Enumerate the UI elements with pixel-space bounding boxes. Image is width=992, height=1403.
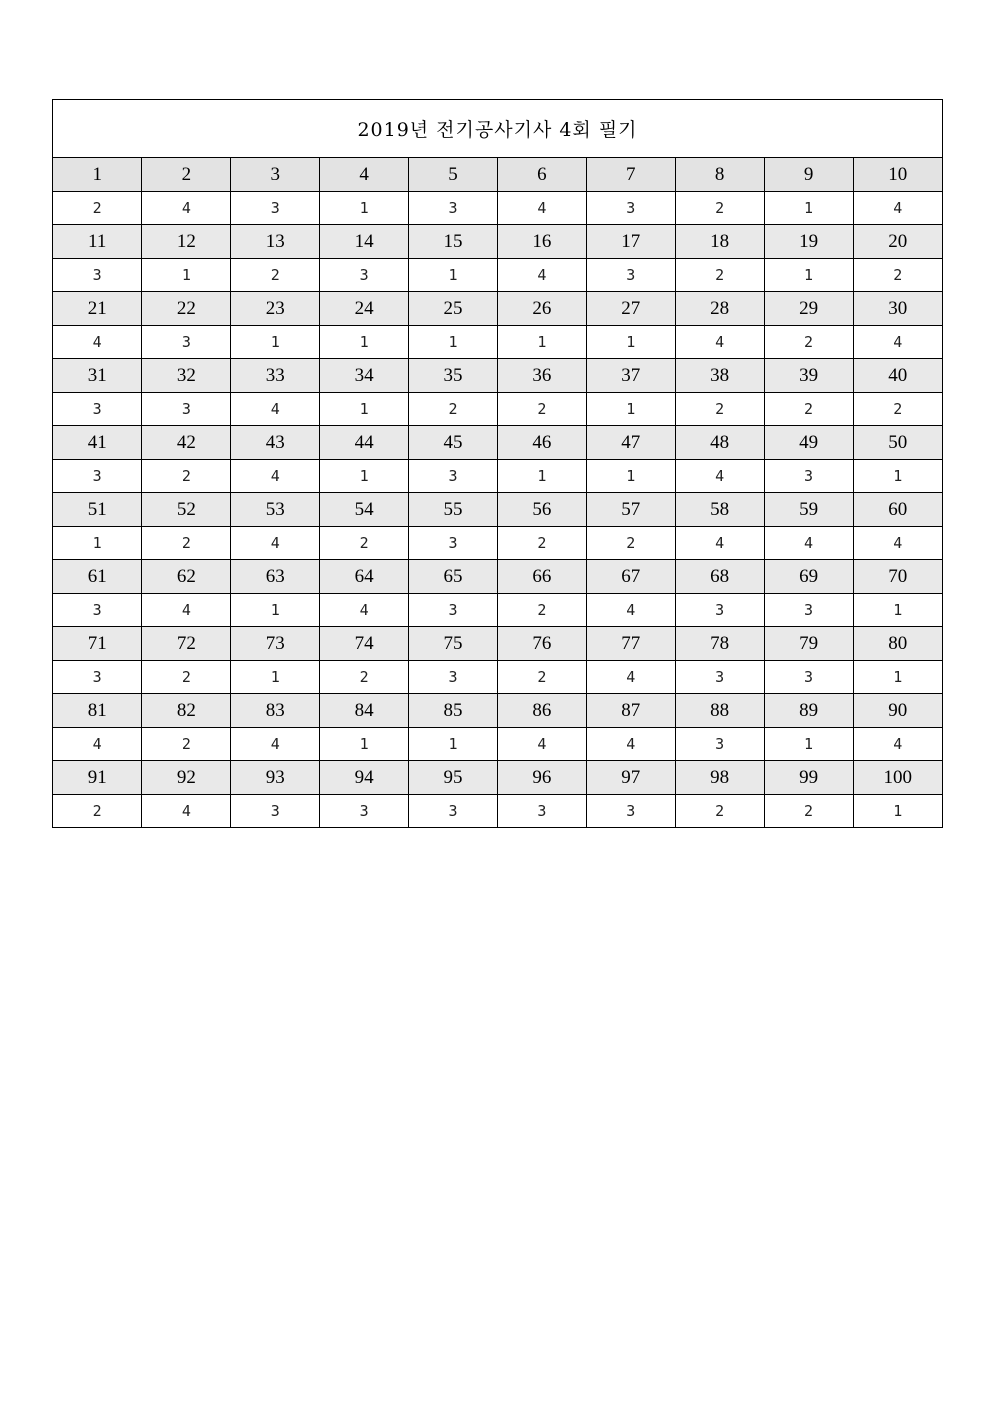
answer-cell: 3 — [142, 393, 231, 426]
question-number-cell: 33 — [231, 359, 320, 393]
answer-cell: 2 — [586, 527, 675, 560]
answer-cell: 2 — [142, 460, 231, 493]
question-number-cell: 68 — [675, 560, 764, 594]
question-number-cell: 45 — [409, 426, 498, 460]
question-number-cell: 76 — [497, 627, 586, 661]
answer-cell: 4 — [853, 192, 942, 225]
answer-cell: 3 — [53, 594, 142, 627]
question-number-cell: 43 — [231, 426, 320, 460]
question-number-cell: 53 — [231, 493, 320, 527]
question-number-cell: 9 — [764, 158, 853, 192]
answer-cell: 1 — [853, 795, 942, 828]
answer-cell: 4 — [853, 728, 942, 761]
question-number-cell: 95 — [409, 761, 498, 795]
question-number-cell: 55 — [409, 493, 498, 527]
question-number-cell: 17 — [586, 225, 675, 259]
question-number-cell: 81 — [53, 694, 142, 728]
answer-cell: 1 — [764, 728, 853, 761]
question-number-cell: 19 — [764, 225, 853, 259]
question-number-row — [53, 694, 942, 728]
answer-cell: 1 — [586, 460, 675, 493]
question-number-cell: 61 — [53, 560, 142, 594]
question-number-row — [53, 225, 942, 259]
question-number-cell: 59 — [764, 493, 853, 527]
question-number-cell: 84 — [320, 694, 409, 728]
question-number-cell: 100 — [853, 761, 942, 795]
answer-cell: 4 — [497, 259, 586, 292]
question-number-cell: 74 — [320, 627, 409, 661]
question-number-cell: 1 — [53, 158, 142, 192]
question-number-cell: 85 — [409, 694, 498, 728]
question-number-cell: 60 — [853, 493, 942, 527]
answer-cell: 4 — [231, 393, 320, 426]
answer-cell: 2 — [497, 661, 586, 694]
answer-cell: 1 — [320, 728, 409, 761]
answer-cell: 4 — [497, 728, 586, 761]
answer-cell: 1 — [409, 728, 498, 761]
question-number-row — [53, 292, 942, 326]
answer-cell: 4 — [142, 795, 231, 828]
question-number-cell: 49 — [764, 426, 853, 460]
question-number-cell: 87 — [586, 694, 675, 728]
answer-row — [53, 393, 942, 426]
answer-cell: 3 — [764, 661, 853, 694]
answer-row — [53, 594, 942, 627]
answer-cell: 1 — [320, 393, 409, 426]
question-number-cell: 10 — [853, 158, 942, 192]
answer-cell: 3 — [675, 594, 764, 627]
question-number-cell: 79 — [764, 627, 853, 661]
answer-cell: 1 — [53, 527, 142, 560]
answer-cell: 4 — [497, 192, 586, 225]
answer-cell: 1 — [586, 393, 675, 426]
sheet-title: 2019년 전기공사기사 4회 필기 — [53, 100, 942, 158]
answer-cell: 3 — [231, 795, 320, 828]
question-number-cell: 73 — [231, 627, 320, 661]
question-number-cell: 57 — [586, 493, 675, 527]
question-number-cell: 22 — [142, 292, 231, 326]
question-number-cell: 12 — [142, 225, 231, 259]
question-number-cell: 41 — [53, 426, 142, 460]
question-number-cell: 86 — [497, 694, 586, 728]
answer-cell: 2 — [675, 192, 764, 225]
answer-cell: 3 — [53, 393, 142, 426]
answer-cell: 3 — [586, 795, 675, 828]
answer-cell: 2 — [764, 795, 853, 828]
answer-cell: 3 — [675, 661, 764, 694]
question-number-cell: 90 — [853, 694, 942, 728]
answer-cell: 3 — [320, 795, 409, 828]
answer-cell: 3 — [53, 661, 142, 694]
question-number-cell: 94 — [320, 761, 409, 795]
question-number-cell: 66 — [497, 560, 586, 594]
question-number-cell: 71 — [53, 627, 142, 661]
question-number-cell: 36 — [497, 359, 586, 393]
question-number-cell: 38 — [675, 359, 764, 393]
answer-cell: 2 — [764, 326, 853, 359]
question-number-cell: 27 — [586, 292, 675, 326]
answer-cell: 1 — [764, 192, 853, 225]
answer-cell: 1 — [320, 326, 409, 359]
answer-cell: 4 — [675, 460, 764, 493]
question-number-cell: 4 — [320, 158, 409, 192]
question-number-cell: 77 — [586, 627, 675, 661]
answer-cell: 2 — [853, 259, 942, 292]
answer-cell: 4 — [764, 527, 853, 560]
question-number-cell: 65 — [409, 560, 498, 594]
answer-cell: 4 — [675, 527, 764, 560]
answer-cell: 1 — [231, 594, 320, 627]
question-number-cell: 8 — [675, 158, 764, 192]
answer-cell: 3 — [497, 795, 586, 828]
question-number-cell: 5 — [409, 158, 498, 192]
answer-cell: 2 — [497, 393, 586, 426]
answer-cell: 4 — [675, 326, 764, 359]
answer-cell: 3 — [320, 259, 409, 292]
answer-cell: 3 — [675, 728, 764, 761]
question-number-cell: 70 — [853, 560, 942, 594]
question-number-cell: 31 — [53, 359, 142, 393]
answer-cell: 4 — [586, 661, 675, 694]
question-number-cell: 11 — [53, 225, 142, 259]
question-number-cell: 47 — [586, 426, 675, 460]
answer-cell: 2 — [142, 661, 231, 694]
answer-cell: 2 — [497, 594, 586, 627]
question-number-cell: 54 — [320, 493, 409, 527]
question-number-cell: 2 — [142, 158, 231, 192]
answer-cell: 3 — [586, 192, 675, 225]
answer-cell: 2 — [53, 192, 142, 225]
question-number-cell: 7 — [586, 158, 675, 192]
question-number-cell: 40 — [853, 359, 942, 393]
question-number-row — [53, 158, 942, 192]
answer-cell: 4 — [586, 728, 675, 761]
question-number-row — [53, 560, 942, 594]
answer-row — [53, 795, 942, 828]
answer-cell: 1 — [497, 326, 586, 359]
answer-cell: 3 — [586, 259, 675, 292]
question-number-cell: 82 — [142, 694, 231, 728]
question-number-cell: 42 — [142, 426, 231, 460]
answer-cell: 1 — [409, 326, 498, 359]
question-number-cell: 34 — [320, 359, 409, 393]
answer-cell: 1 — [231, 326, 320, 359]
answer-cell: 2 — [142, 527, 231, 560]
answer-row — [53, 259, 942, 292]
answer-cell: 3 — [409, 795, 498, 828]
question-number-cell: 50 — [853, 426, 942, 460]
answer-cell: 2 — [409, 393, 498, 426]
question-number-cell: 44 — [320, 426, 409, 460]
question-number-cell: 93 — [231, 761, 320, 795]
question-number-cell: 29 — [764, 292, 853, 326]
answer-cell: 3 — [231, 192, 320, 225]
question-number-cell: 15 — [409, 225, 498, 259]
answer-cell: 4 — [231, 728, 320, 761]
answer-row — [53, 192, 942, 225]
answer-table — [53, 158, 942, 827]
answer-cell: 1 — [764, 259, 853, 292]
question-number-cell: 64 — [320, 560, 409, 594]
question-number-cell: 3 — [231, 158, 320, 192]
question-number-cell: 6 — [497, 158, 586, 192]
question-number-row — [53, 426, 942, 460]
answer-cell: 3 — [764, 460, 853, 493]
question-number-cell: 78 — [675, 627, 764, 661]
answer-cell: 4 — [142, 594, 231, 627]
question-number-cell: 62 — [142, 560, 231, 594]
question-number-cell: 16 — [497, 225, 586, 259]
answer-cell: 4 — [231, 460, 320, 493]
question-number-cell: 92 — [142, 761, 231, 795]
answer-cell: 2 — [497, 527, 586, 560]
question-number-cell: 58 — [675, 493, 764, 527]
answer-cell: 4 — [853, 527, 942, 560]
question-number-row — [53, 493, 942, 527]
question-number-cell: 88 — [675, 694, 764, 728]
question-number-cell: 69 — [764, 560, 853, 594]
answer-cell: 1 — [320, 192, 409, 225]
question-number-cell: 48 — [675, 426, 764, 460]
answer-cell: 3 — [409, 460, 498, 493]
question-number-cell: 13 — [231, 225, 320, 259]
question-number-cell: 21 — [53, 292, 142, 326]
question-number-cell: 26 — [497, 292, 586, 326]
answer-cell: 2 — [142, 728, 231, 761]
question-number-cell: 75 — [409, 627, 498, 661]
answer-row — [53, 728, 942, 761]
answer-cell: 3 — [409, 594, 498, 627]
question-number-cell: 83 — [231, 694, 320, 728]
question-number-cell: 14 — [320, 225, 409, 259]
answer-cell: 1 — [853, 661, 942, 694]
answer-cell: 3 — [409, 192, 498, 225]
answer-cell: 1 — [586, 326, 675, 359]
question-number-cell: 96 — [497, 761, 586, 795]
question-number-cell: 80 — [853, 627, 942, 661]
question-number-cell: 63 — [231, 560, 320, 594]
question-number-cell: 30 — [853, 292, 942, 326]
answer-cell: 2 — [675, 259, 764, 292]
answer-cell: 4 — [853, 326, 942, 359]
answer-cell: 3 — [53, 259, 142, 292]
question-number-cell: 89 — [764, 694, 853, 728]
answer-row — [53, 527, 942, 560]
question-number-cell: 56 — [497, 493, 586, 527]
answer-cell: 4 — [53, 326, 142, 359]
answer-cell: 4 — [231, 527, 320, 560]
question-number-cell: 37 — [586, 359, 675, 393]
question-number-cell: 98 — [675, 761, 764, 795]
question-number-cell: 97 — [586, 761, 675, 795]
question-number-cell: 39 — [764, 359, 853, 393]
answer-cell: 2 — [675, 795, 764, 828]
answer-cell: 2 — [764, 393, 853, 426]
answer-cell: 3 — [764, 594, 853, 627]
answer-cell: 1 — [231, 661, 320, 694]
question-number-row — [53, 359, 942, 393]
answer-cell: 1 — [853, 594, 942, 627]
answer-cell: 1 — [320, 460, 409, 493]
question-number-cell: 99 — [764, 761, 853, 795]
answer-cell: 2 — [320, 661, 409, 694]
answer-cell: 1 — [497, 460, 586, 493]
question-number-cell: 72 — [142, 627, 231, 661]
question-number-cell: 91 — [53, 761, 142, 795]
answer-cell: 3 — [409, 661, 498, 694]
answer-cell: 2 — [853, 393, 942, 426]
answer-cell: 1 — [142, 259, 231, 292]
answer-cell: 2 — [675, 393, 764, 426]
question-number-cell: 18 — [675, 225, 764, 259]
question-number-row — [53, 761, 942, 795]
question-number-cell: 67 — [586, 560, 675, 594]
question-number-cell: 35 — [409, 359, 498, 393]
answer-cell: 4 — [53, 728, 142, 761]
answer-cell: 2 — [53, 795, 142, 828]
answer-cell: 1 — [409, 259, 498, 292]
answer-cell: 3 — [53, 460, 142, 493]
answer-row — [53, 460, 942, 493]
question-number-cell: 52 — [142, 493, 231, 527]
question-number-cell: 25 — [409, 292, 498, 326]
answer-cell: 4 — [142, 192, 231, 225]
question-number-cell: 23 — [231, 292, 320, 326]
question-number-cell: 32 — [142, 359, 231, 393]
answer-cell: 4 — [320, 594, 409, 627]
question-number-cell: 28 — [675, 292, 764, 326]
answer-row — [53, 326, 942, 359]
question-number-cell: 20 — [853, 225, 942, 259]
answer-cell: 4 — [586, 594, 675, 627]
answer-cell: 3 — [409, 527, 498, 560]
question-number-cell: 51 — [53, 493, 142, 527]
question-number-row — [53, 627, 942, 661]
answer-sheet — [52, 99, 943, 828]
answer-cell: 2 — [231, 259, 320, 292]
answer-cell: 1 — [853, 460, 942, 493]
answer-row — [53, 661, 942, 694]
answer-cell: 3 — [142, 326, 231, 359]
answer-cell: 2 — [320, 527, 409, 560]
question-number-cell: 24 — [320, 292, 409, 326]
question-number-cell: 46 — [497, 426, 586, 460]
